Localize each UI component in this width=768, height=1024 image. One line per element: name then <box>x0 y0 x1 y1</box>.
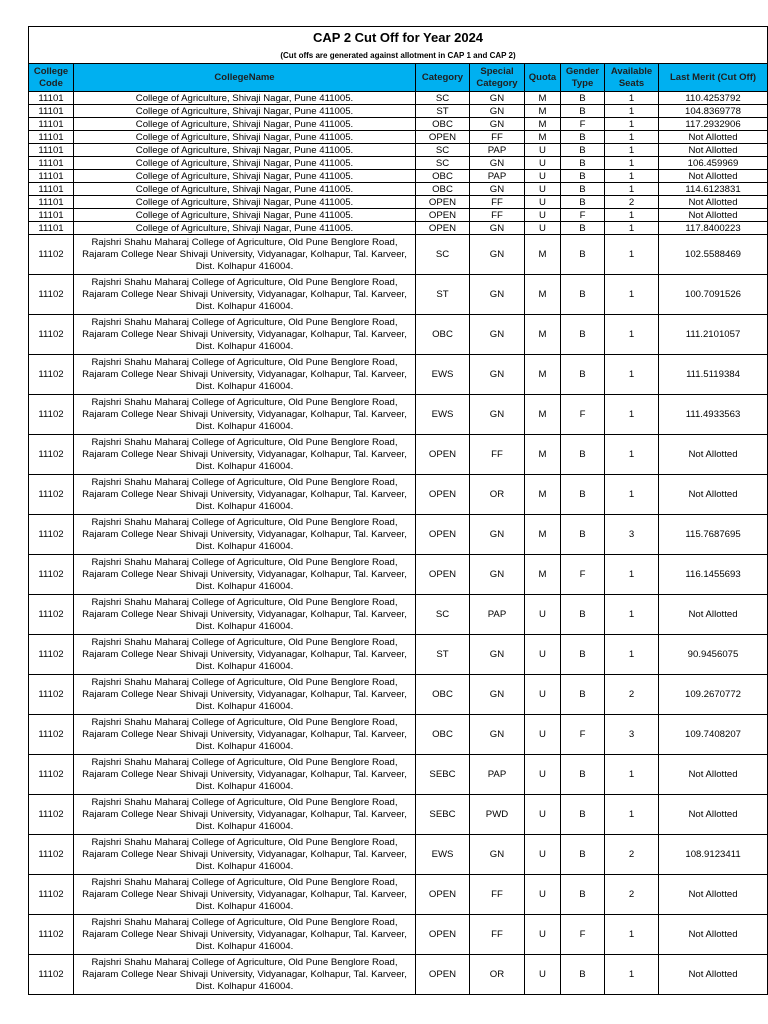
table-row <box>29 92 768 105</box>
college-name-cell: College of Agriculture, Shivaji Nagar, Pune 411005. <box>74 105 416 118</box>
special-category-cell: GN <box>470 92 525 105</box>
college-name-cell: Rajshri Shahu Maharaj College of Agriculture, Old Pune Benglore Road, Rajaram College Near Shivaji University, Vidyanagar, Kolhapur, Tal. Karveer, Dist. Kolhapur 416004. <box>74 395 416 435</box>
college-code-cell: 11102 <box>29 515 74 555</box>
college-name-cell: Rajshri Shahu Maharaj College of Agriculture, Old Pune Benglore Road, Rajaram College Near Shivaji University, Vidyanagar, Kolhapur, Tal. Karveer, Dist. Kolhapur 416004. <box>74 595 416 635</box>
category-cell: OBC <box>416 183 470 196</box>
college-name-cell: Rajshri Shahu Maharaj College of Agriculture, Old Pune Benglore Road, Rajaram College Near Shivaji University, Vidyanagar, Kolhapur, Tal. Karveer, Dist. Kolhapur 416004. <box>74 875 416 915</box>
last-merit-cell: 117.8400223 <box>659 222 768 235</box>
last-merit-cell: Not Allotted <box>659 795 768 835</box>
special-category-cell: FF <box>470 209 525 222</box>
quota-cell: M <box>525 105 561 118</box>
college-code-cell: 11101 <box>29 157 74 170</box>
special-category-cell: GN <box>470 675 525 715</box>
available-seats-cell: 1 <box>605 355 659 395</box>
available-seats-cell: 1 <box>605 209 659 222</box>
table-row <box>29 209 768 222</box>
table-row <box>29 875 768 915</box>
quota-cell: U <box>525 835 561 875</box>
quota-cell: M <box>525 315 561 355</box>
special-category-cell: PAP <box>470 755 525 795</box>
category-cell: ST <box>416 105 470 118</box>
table-row <box>29 915 768 955</box>
category-cell: EWS <box>416 835 470 875</box>
college-code-cell: 11102 <box>29 835 74 875</box>
college-name-cell: College of Agriculture, Shivaji Nagar, Pune 411005. <box>74 170 416 183</box>
college-name-cell: Rajshri Shahu Maharaj College of Agriculture, Old Pune Benglore Road, Rajaram College Near Shivaji University, Vidyanagar, Kolhapur, Tal. Karveer, Dist. Kolhapur 416004. <box>74 635 416 675</box>
gender-type-cell: B <box>561 675 605 715</box>
quota-cell: M <box>525 275 561 315</box>
category-cell: EWS <box>416 395 470 435</box>
gender-type-cell: B <box>561 875 605 915</box>
college-name-cell: College of Agriculture, Shivaji Nagar, Pune 411005. <box>74 144 416 157</box>
last-merit-cell: Not Allotted <box>659 955 768 995</box>
quota-cell: U <box>525 795 561 835</box>
college-code-cell: 11101 <box>29 222 74 235</box>
college-code-cell: 11101 <box>29 144 74 157</box>
college-code-cell: 11101 <box>29 170 74 183</box>
quota-cell: U <box>525 222 561 235</box>
special-category-cell: GN <box>470 315 525 355</box>
college-name-cell: College of Agriculture, Shivaji Nagar, Pune 411005. <box>74 92 416 105</box>
college-code-cell: 11102 <box>29 875 74 915</box>
last-merit-cell: 108.9123411 <box>659 835 768 875</box>
col-header-available-seats: Available Seats <box>605 64 659 92</box>
available-seats-cell: 3 <box>605 515 659 555</box>
available-seats-cell: 1 <box>605 131 659 144</box>
table-row <box>29 475 768 515</box>
college-code-cell: 11101 <box>29 209 74 222</box>
category-cell: SC <box>416 235 470 275</box>
quota-cell: U <box>525 157 561 170</box>
col-header-gender-type: Gender Type <box>561 64 605 92</box>
gender-type-cell: B <box>561 435 605 475</box>
special-category-cell: GN <box>470 715 525 755</box>
cutoff-sheet <box>28 26 767 995</box>
available-seats-cell: 1 <box>605 755 659 795</box>
quota-cell: M <box>525 92 561 105</box>
college-name-cell: Rajshri Shahu Maharaj College of Agriculture, Old Pune Benglore Road, Rajaram College Near Shivaji University, Vidyanagar, Kolhapur, Tal. Karveer, Dist. Kolhapur 416004. <box>74 795 416 835</box>
college-name-cell: Rajshri Shahu Maharaj College of Agriculture, Old Pune Benglore Road, Rajaram College Near Shivaji University, Vidyanagar, Kolhapur, Tal. Karveer, Dist. Kolhapur 416004. <box>74 515 416 555</box>
category-cell: SEBC <box>416 755 470 795</box>
available-seats-cell: 1 <box>605 555 659 595</box>
gender-type-cell: F <box>561 715 605 755</box>
table-row <box>29 395 768 435</box>
table-row <box>29 118 768 131</box>
last-merit-cell: 100.7091526 <box>659 275 768 315</box>
gender-type-cell: B <box>561 475 605 515</box>
gender-type-cell: B <box>561 170 605 183</box>
last-merit-cell: Not Allotted <box>659 475 768 515</box>
col-header-college-name: CollegeName <box>74 64 416 92</box>
table-row <box>29 275 768 315</box>
special-category-cell: FF <box>470 435 525 475</box>
last-merit-cell: 117.2932906 <box>659 118 768 131</box>
gender-type-cell: B <box>561 355 605 395</box>
last-merit-cell: 110.4253792 <box>659 92 768 105</box>
college-name-cell: Rajshri Shahu Maharaj College of Agriculture, Old Pune Benglore Road, Rajaram College Near Shivaji University, Vidyanagar, Kolhapur, Tal. Karveer, Dist. Kolhapur 416004. <box>74 835 416 875</box>
available-seats-cell: 1 <box>605 915 659 955</box>
table-row <box>29 105 768 118</box>
quota-cell: M <box>525 475 561 515</box>
college-code-cell: 11102 <box>29 675 74 715</box>
gender-type-cell: B <box>561 235 605 275</box>
available-seats-cell: 2 <box>605 196 659 209</box>
table-row <box>29 715 768 755</box>
last-merit-cell: Not Allotted <box>659 196 768 209</box>
college-name-cell: Rajshri Shahu Maharaj College of Agriculture, Old Pune Benglore Road, Rajaram College Near Shivaji University, Vidyanagar, Kolhapur, Tal. Karveer, Dist. Kolhapur 416004. <box>74 355 416 395</box>
quota-cell: U <box>525 755 561 795</box>
college-name-cell: Rajshri Shahu Maharaj College of Agriculture, Old Pune Benglore Road, Rajaram College Near Shivaji University, Vidyanagar, Kolhapur, Tal. Karveer, Dist. Kolhapur 416004. <box>74 275 416 315</box>
college-code-cell: 11102 <box>29 715 74 755</box>
college-code-cell: 11102 <box>29 555 74 595</box>
table-row <box>29 435 768 475</box>
available-seats-cell: 1 <box>605 222 659 235</box>
category-cell: SC <box>416 157 470 170</box>
college-name-cell: Rajshri Shahu Maharaj College of Agriculture, Old Pune Benglore Road, Rajaram College Near Shivaji University, Vidyanagar, Kolhapur, Tal. Karveer, Dist. Kolhapur 416004. <box>74 235 416 275</box>
category-cell: OPEN <box>416 875 470 915</box>
college-code-cell: 11102 <box>29 275 74 315</box>
category-cell: EWS <box>416 355 470 395</box>
table-row <box>29 131 768 144</box>
special-category-cell: FF <box>470 915 525 955</box>
table-row <box>29 555 768 595</box>
category-cell: SC <box>416 92 470 105</box>
special-category-cell: GN <box>470 157 525 170</box>
last-merit-cell: 111.5119384 <box>659 355 768 395</box>
category-cell: ST <box>416 635 470 675</box>
available-seats-cell: 1 <box>605 235 659 275</box>
col-header-special-category: Special Category <box>470 64 525 92</box>
table-row <box>29 675 768 715</box>
category-cell: OPEN <box>416 515 470 555</box>
last-merit-cell: Not Allotted <box>659 915 768 955</box>
last-merit-cell: Not Allotted <box>659 209 768 222</box>
special-category-cell: GN <box>470 275 525 315</box>
category-cell: OPEN <box>416 222 470 235</box>
available-seats-cell: 1 <box>605 315 659 355</box>
table-row <box>29 157 768 170</box>
sheet-subtitle: (Cut offs are generated against allotment in CAP 1 and CAP 2) <box>29 48 768 64</box>
college-code-cell: 11102 <box>29 475 74 515</box>
special-category-cell: PWD <box>470 795 525 835</box>
special-category-cell: GN <box>470 235 525 275</box>
table-row <box>29 635 768 675</box>
last-merit-cell: Not Allotted <box>659 144 768 157</box>
category-cell: OBC <box>416 715 470 755</box>
last-merit-cell: Not Allotted <box>659 875 768 915</box>
table-row <box>29 170 768 183</box>
last-merit-cell: 111.4933563 <box>659 395 768 435</box>
available-seats-cell: 1 <box>605 475 659 515</box>
table-row <box>29 515 768 555</box>
category-cell: OBC <box>416 170 470 183</box>
gender-type-cell: B <box>561 222 605 235</box>
special-category-cell: GN <box>470 515 525 555</box>
special-category-cell: GN <box>470 835 525 875</box>
category-cell: OPEN <box>416 435 470 475</box>
gender-type-cell: F <box>561 209 605 222</box>
quota-cell: U <box>525 183 561 196</box>
quota-cell: M <box>525 395 561 435</box>
college-code-cell: 11101 <box>29 183 74 196</box>
gender-type-cell: B <box>561 795 605 835</box>
college-code-cell: 11102 <box>29 755 74 795</box>
category-cell: OPEN <box>416 196 470 209</box>
special-category-cell: GN <box>470 555 525 595</box>
special-category-cell: PAP <box>470 170 525 183</box>
special-category-cell: OR <box>470 475 525 515</box>
category-cell: ST <box>416 275 470 315</box>
college-code-cell: 11101 <box>29 131 74 144</box>
table-row <box>29 144 768 157</box>
special-category-cell: GN <box>470 222 525 235</box>
special-category-cell: PAP <box>470 144 525 157</box>
college-code-cell: 11101 <box>29 105 74 118</box>
col-header-last-merit: Last Merit (Cut Off) <box>659 64 768 92</box>
last-merit-cell: 90.9456075 <box>659 635 768 675</box>
last-merit-cell: Not Allotted <box>659 435 768 475</box>
table-row <box>29 315 768 355</box>
available-seats-cell: 1 <box>605 955 659 995</box>
last-merit-cell: 111.2101057 <box>659 315 768 355</box>
college-code-cell: 11101 <box>29 196 74 209</box>
college-name-cell: Rajshri Shahu Maharaj College of Agriculture, Old Pune Benglore Road, Rajaram College Near Shivaji University, Vidyanagar, Kolhapur, Tal. Karveer, Dist. Kolhapur 416004. <box>74 475 416 515</box>
college-code-cell: 11102 <box>29 355 74 395</box>
quota-cell: U <box>525 915 561 955</box>
available-seats-cell: 3 <box>605 715 659 755</box>
gender-type-cell: B <box>561 144 605 157</box>
college-code-cell: 11102 <box>29 915 74 955</box>
available-seats-cell: 1 <box>605 183 659 196</box>
special-category-cell: GN <box>470 635 525 675</box>
college-code-cell: 11102 <box>29 435 74 475</box>
gender-type-cell: B <box>561 196 605 209</box>
last-merit-cell: 114.6123831 <box>659 183 768 196</box>
quota-cell: U <box>525 715 561 755</box>
gender-type-cell: B <box>561 315 605 355</box>
college-code-cell: 11102 <box>29 595 74 635</box>
college-name-cell: Rajshri Shahu Maharaj College of Agriculture, Old Pune Benglore Road, Rajaram College Near Shivaji University, Vidyanagar, Kolhapur, Tal. Karveer, Dist. Kolhapur 416004. <box>74 955 416 995</box>
category-cell: OPEN <box>416 131 470 144</box>
quota-cell: U <box>525 875 561 915</box>
college-name-cell: College of Agriculture, Shivaji Nagar, Pune 411005. <box>74 118 416 131</box>
table-row <box>29 235 768 275</box>
gender-type-cell: B <box>561 275 605 315</box>
available-seats-cell: 1 <box>605 170 659 183</box>
header-row <box>29 64 768 92</box>
table-row <box>29 196 768 209</box>
last-merit-cell: 116.1455693 <box>659 555 768 595</box>
quota-cell: U <box>525 675 561 715</box>
college-code-cell: 11102 <box>29 315 74 355</box>
college-name-cell: College of Agriculture, Shivaji Nagar, Pune 411005. <box>74 209 416 222</box>
available-seats-cell: 1 <box>605 92 659 105</box>
college-name-cell: Rajshri Shahu Maharaj College of Agriculture, Old Pune Benglore Road, Rajaram College Near Shivaji University, Vidyanagar, Kolhapur, Tal. Karveer, Dist. Kolhapur 416004. <box>74 675 416 715</box>
college-code-cell: 11101 <box>29 92 74 105</box>
gender-type-cell: F <box>561 118 605 131</box>
college-name-cell: College of Agriculture, Shivaji Nagar, Pune 411005. <box>74 157 416 170</box>
table-row <box>29 955 768 995</box>
last-merit-cell: 102.5588469 <box>659 235 768 275</box>
last-merit-cell: Not Allotted <box>659 755 768 795</box>
college-code-cell: 11102 <box>29 235 74 275</box>
quota-cell: M <box>525 118 561 131</box>
category-cell: SC <box>416 144 470 157</box>
college-code-cell: 11102 <box>29 635 74 675</box>
quota-cell: U <box>525 595 561 635</box>
gender-type-cell: B <box>561 105 605 118</box>
table-row <box>29 795 768 835</box>
category-cell: OPEN <box>416 955 470 995</box>
quota-cell: U <box>525 635 561 675</box>
category-cell: SEBC <box>416 795 470 835</box>
available-seats-cell: 1 <box>605 144 659 157</box>
special-category-cell: GN <box>470 118 525 131</box>
gender-type-cell: B <box>561 955 605 995</box>
gender-type-cell: B <box>561 92 605 105</box>
available-seats-cell: 1 <box>605 595 659 635</box>
quota-cell: U <box>525 144 561 157</box>
college-name-cell: College of Agriculture, Shivaji Nagar, Pune 411005. <box>74 196 416 209</box>
last-merit-cell: 109.7408207 <box>659 715 768 755</box>
quota-cell: M <box>525 235 561 275</box>
quota-cell: M <box>525 435 561 475</box>
table-row <box>29 835 768 875</box>
quota-cell: U <box>525 196 561 209</box>
special-category-cell: FF <box>470 131 525 144</box>
special-category-cell: FF <box>470 875 525 915</box>
available-seats-cell: 1 <box>605 275 659 315</box>
available-seats-cell: 2 <box>605 675 659 715</box>
quota-cell: U <box>525 209 561 222</box>
category-cell: OBC <box>416 675 470 715</box>
table-body <box>29 92 768 995</box>
gender-type-cell: B <box>561 131 605 144</box>
college-name-cell: Rajshri Shahu Maharaj College of Agriculture, Old Pune Benglore Road, Rajaram College Near Shivaji University, Vidyanagar, Kolhapur, Tal. Karveer, Dist. Kolhapur 416004. <box>74 755 416 795</box>
special-category-cell: GN <box>470 395 525 435</box>
gender-type-cell: B <box>561 183 605 196</box>
college-code-cell: 11101 <box>29 118 74 131</box>
category-cell: OPEN <box>416 475 470 515</box>
cutoff-table <box>28 26 768 995</box>
college-name-cell: College of Agriculture, Shivaji Nagar, Pune 411005. <box>74 183 416 196</box>
category-cell: OPEN <box>416 915 470 955</box>
category-cell: OBC <box>416 315 470 355</box>
table-row <box>29 755 768 795</box>
available-seats-cell: 1 <box>605 395 659 435</box>
available-seats-cell: 1 <box>605 635 659 675</box>
available-seats-cell: 1 <box>605 105 659 118</box>
college-name-cell: Rajshri Shahu Maharaj College of Agriculture, Old Pune Benglore Road, Rajaram College Near Shivaji University, Vidyanagar, Kolhapur, Tal. Karveer, Dist. Kolhapur 416004. <box>74 715 416 755</box>
last-merit-cell: 115.7687695 <box>659 515 768 555</box>
college-code-cell: 11102 <box>29 795 74 835</box>
category-cell: SC <box>416 595 470 635</box>
col-header-category: Category <box>416 64 470 92</box>
available-seats-cell: 2 <box>605 835 659 875</box>
available-seats-cell: 1 <box>605 157 659 170</box>
college-name-cell: Rajshri Shahu Maharaj College of Agriculture, Old Pune Benglore Road, Rajaram College Near Shivaji University, Vidyanagar, Kolhapur, Tal. Karveer, Dist. Kolhapur 416004. <box>74 555 416 595</box>
last-merit-cell: Not Allotted <box>659 131 768 144</box>
table-row <box>29 222 768 235</box>
gender-type-cell: B <box>561 595 605 635</box>
last-merit-cell: 104.8369778 <box>659 105 768 118</box>
college-name-cell: College of Agriculture, Shivaji Nagar, Pune 411005. <box>74 222 416 235</box>
table-row <box>29 183 768 196</box>
gender-type-cell: F <box>561 555 605 595</box>
special-category-cell: FF <box>470 196 525 209</box>
category-cell: OBC <box>416 118 470 131</box>
last-merit-cell: 109.2670772 <box>659 675 768 715</box>
col-header-quota: Quota <box>525 64 561 92</box>
table-row <box>29 595 768 635</box>
college-name-cell: Rajshri Shahu Maharaj College of Agriculture, Old Pune Benglore Road, Rajaram College Near Shivaji University, Vidyanagar, Kolhapur, Tal. Karveer, Dist. Kolhapur 416004. <box>74 435 416 475</box>
special-category-cell: PAP <box>470 595 525 635</box>
college-code-cell: 11102 <box>29 955 74 995</box>
quota-cell: M <box>525 355 561 395</box>
college-name-cell: Rajshri Shahu Maharaj College of Agriculture, Old Pune Benglore Road, Rajaram College Near Shivaji University, Vidyanagar, Kolhapur, Tal. Karveer, Dist. Kolhapur 416004. <box>74 915 416 955</box>
college-name-cell: College of Agriculture, Shivaji Nagar, Pune 411005. <box>74 131 416 144</box>
special-category-cell: GN <box>470 105 525 118</box>
quota-cell: M <box>525 555 561 595</box>
quota-cell: M <box>525 515 561 555</box>
quota-cell: M <box>525 131 561 144</box>
gender-type-cell: B <box>561 755 605 795</box>
last-merit-cell: Not Allotted <box>659 170 768 183</box>
gender-type-cell: B <box>561 515 605 555</box>
quota-cell: U <box>525 955 561 995</box>
available-seats-cell: 1 <box>605 795 659 835</box>
sheet-title: CAP 2 Cut Off for Year 2024 <box>29 27 768 49</box>
gender-type-cell: F <box>561 395 605 435</box>
gender-type-cell: B <box>561 835 605 875</box>
last-merit-cell: 106.459969 <box>659 157 768 170</box>
available-seats-cell: 1 <box>605 118 659 131</box>
category-cell: OPEN <box>416 209 470 222</box>
category-cell: OPEN <box>416 555 470 595</box>
available-seats-cell: 1 <box>605 435 659 475</box>
available-seats-cell: 2 <box>605 875 659 915</box>
table-row <box>29 355 768 395</box>
col-header-college-code: College Code <box>29 64 74 92</box>
college-name-cell: Rajshri Shahu Maharaj College of Agriculture, Old Pune Benglore Road, Rajaram College Near Shivaji University, Vidyanagar, Kolhapur, Tal. Karveer, Dist. Kolhapur 416004. <box>74 315 416 355</box>
gender-type-cell: B <box>561 635 605 675</box>
special-category-cell: OR <box>470 955 525 995</box>
gender-type-cell: F <box>561 915 605 955</box>
special-category-cell: GN <box>470 355 525 395</box>
quota-cell: U <box>525 170 561 183</box>
college-code-cell: 11102 <box>29 395 74 435</box>
special-category-cell: GN <box>470 183 525 196</box>
last-merit-cell: Not Allotted <box>659 595 768 635</box>
gender-type-cell: B <box>561 157 605 170</box>
